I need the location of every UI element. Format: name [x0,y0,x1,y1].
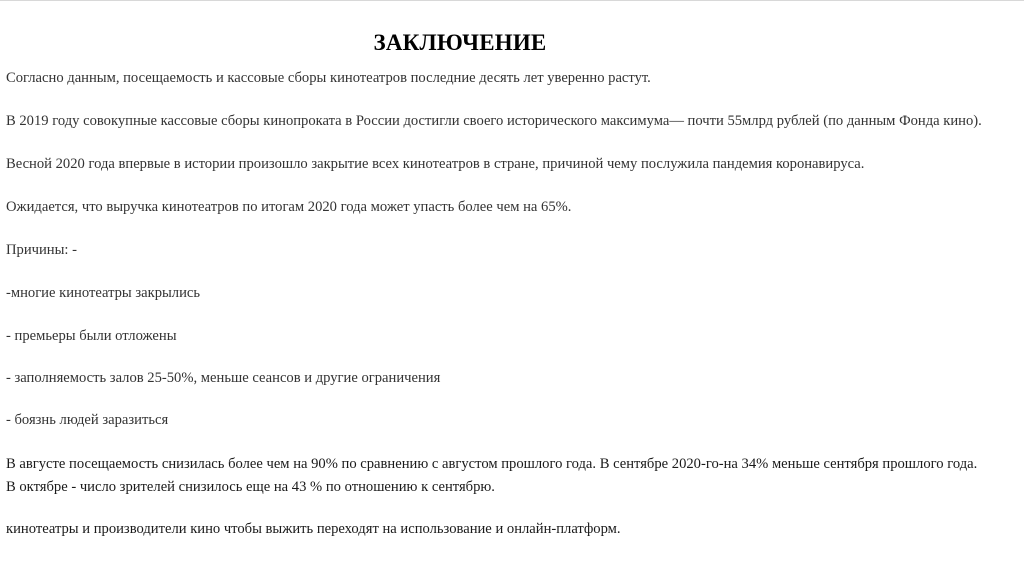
reason-item-fear: - боязнь людей заразиться [6,412,169,428]
paragraph-reasons-heading: Причины: - [6,242,77,258]
reason-item-premieres: - премьеры были отложены [6,328,177,344]
paragraph-2019-box-office: В 2019 году совокупные кассовые сборы кинопроката в России достигли своего исторического максимума— почти 55млрд рублей (по данным Фонда кино). [6,113,982,129]
paragraph-online-platforms: кинотеатры и производители кино чтобы выжить переходят на использование и онлайн-платформ. [6,521,621,537]
paragraph-august-attendance: В августе посещаемость снизилась более чем на 90% по сравнению с августом прошлого года. В сентябре 2020-го-на 34% меньше сентября прошлого года. [6,456,978,472]
paragraph-revenue-forecast: Ожидается, что выручка кинотеатров по итогам 2020 года может упасть более чем на 65%. [6,199,572,215]
slide-title: ЗАКЛЮЧЕНИЕ [373,30,547,55]
top-border-line [0,0,1024,1]
paragraph-spring-2020: Весной 2020 года впервые в истории произошло закрытие всех кинотеатров в стране, причиной чему послужила пандемия коронавируса. [6,156,865,172]
paragraph-october-attendance: В октябре - число зрителей снизилось еще на 43 % по отношению к сентябрю. [6,479,495,495]
reason-item-occupancy: - заполняемость залов 25-50%, меньше сеансов и другие ограничения [6,370,441,386]
reason-item-closed: -многие кинотеатры закрылись [6,285,201,301]
paragraph-intro: Согласно данным, посещаемость и кассовые сборы кинотеатров последние десять лет уверенно растут. [6,70,651,86]
